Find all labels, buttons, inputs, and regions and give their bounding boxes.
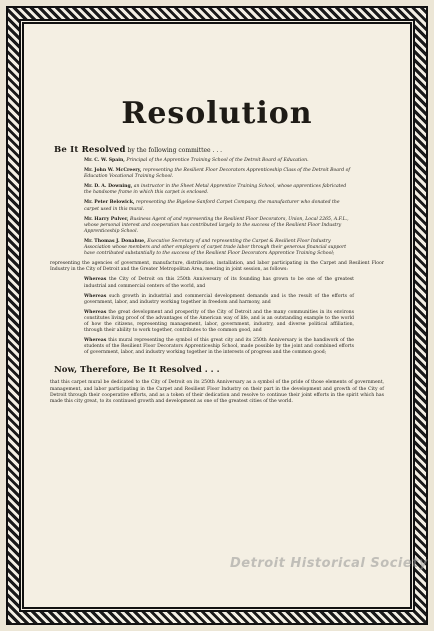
watermark: Detroit Historical Society	[230, 556, 428, 571]
whereas-clause: Whereas such growth in industrial and commercial development demands and is the result of the efforts of government, labor, and industry working together in freedom and harmony, and	[84, 293, 355, 305]
final-resolution-paragraph: that this carpet mural be dedicated to the City of Detroit on its 250th Anniversary as a symbol of the pride of those elements of government, management, and labor participating in the Carpet and Resilient Floor Industry on their part in the development and growth of the City of Detroit through their cooperative efforts, and as a token of their dedication and resolve to continue their joint efforts in the spirit which has made this city great, to its continued growth and development as one of the greatest cities of the world.	[50, 380, 384, 404]
resolved-line	[54, 146, 384, 155]
whereas-clause: Whereas this mural representing the symbol of this great city and its 250th Anniversary is the handiwork of the students of the Resilient Floor Decorators Apprenticeship School, made possible by the joint and combined efforts of government, labor, and industry working together in the interests of progress and the common good;	[84, 338, 354, 356]
resolved-tail: by the following committee . . .	[127, 147, 223, 154]
committee-member: Mr. D. A. Downing, an instructor in the Sheet Metal Apprentice Training School, whose apprentices fabricated the handsome frame in which this carpet is enclosed.	[84, 184, 347, 196]
resolved-heading: Be It Resolved	[54, 145, 126, 155]
committee-member: Mr. Harry Pulver, Business Agent of and representing the Resilient Floor Decorators, Union, Local 2265, A.F.L., whose personal interest and cooperation has contributed largely to the success of the Resilient Floor Industry Apprenticeship School.	[84, 216, 349, 234]
committee-member: Mr. C. W. Spain, Principal of the Apprentice Training School of the Detroit Board of Education.	[84, 158, 309, 163]
whereas-clause: Whereas the great development and prosperity of the City of Detroit and the many communities in its environs constitutes living proof of the advantages of the American way of life, and is an outstanding example to the world of how the citizens, representing management, labor, government, industry, and diverse political affiliation, through their ability to work together, contributes to the common good, and	[84, 309, 354, 334]
whereas-clause: Whereas the City of Detroit on this 250th Anniversary of its founding has grown to be one of the greatest industrial and commercial centers of the world, and	[84, 277, 354, 289]
committee-member: Mr. Peter Belowick, representing the Bigelow-Sanford Carpet Company, the manufacturer who donated the carpet used in this mural.	[84, 200, 340, 212]
committee-member: Mr. Thomas J. Donahue, Executive Secretary of and representing the Carpet & Resilient Floor Industry Association whose members and other employers of carpet trade labor through their generous financial support have contributed substantially to the success of the Resilient Floor Decorators Apprentice Training School;	[84, 238, 347, 257]
now-therefore-heading: Now, Therefore, Be It Resolved . . .	[54, 365, 220, 376]
resolution-content	[50, 30, 384, 600]
document-title: Resolution	[121, 96, 313, 131]
committee-list	[50, 158, 384, 257]
whereas-list	[50, 277, 384, 356]
committee-member: Mr. John W. McCreery, representing the Resilient Floor Decorators Apprenticeship Class of the Detroit Board of Education Vocational Training School.	[84, 168, 351, 180]
representing-paragraph: representing the agencies of government, manufacture, distribution, installation, and labor participating in the Carpet and Resilient Floor Industry in the City of Detroit and the Greater Metropolitan Area, meeting in joint session, as follows:	[50, 261, 384, 273]
